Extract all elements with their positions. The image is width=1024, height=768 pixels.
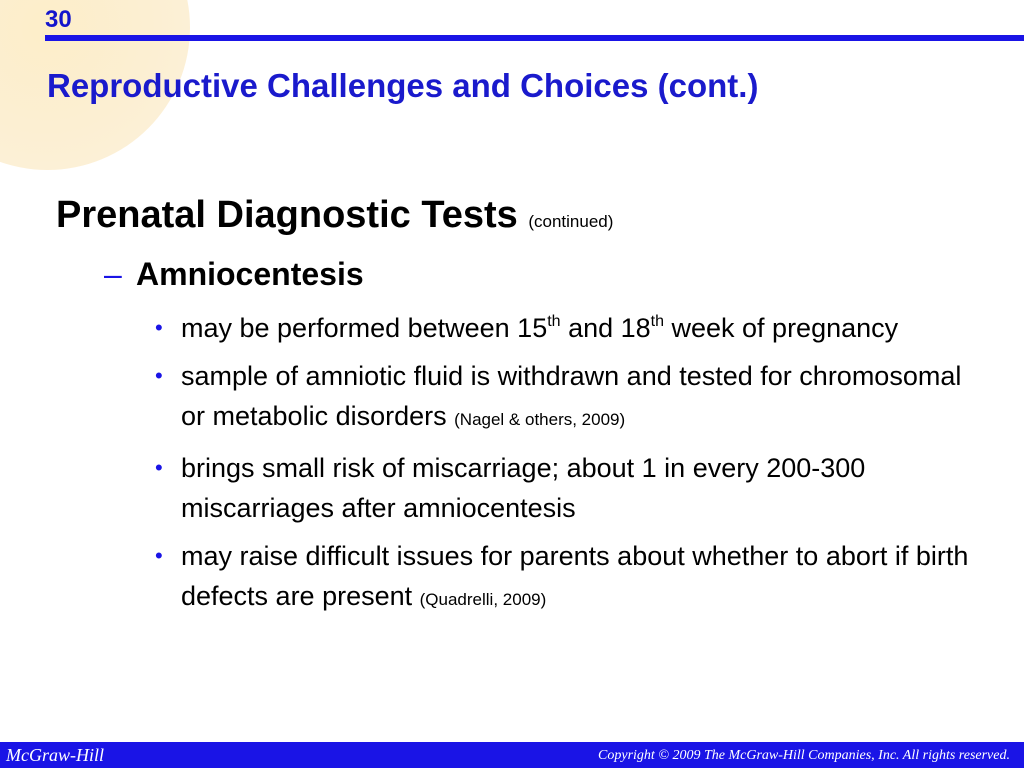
list-item — [155, 536, 985, 620]
bullet-icon: • — [155, 455, 163, 480]
bullet-text: week of pregnancy — [664, 313, 899, 343]
dash-marker: – — [104, 256, 122, 292]
bullet-text: may be performed between 15 — [181, 313, 548, 343]
bullet-list — [155, 308, 985, 628]
bullet-icon: • — [155, 315, 163, 340]
subheading-text: Amniocentesis — [136, 256, 364, 292]
bullet-text: may raise difficult issues for parents about whether to abort if birth defects are present — [181, 541, 969, 611]
subheading — [104, 254, 364, 294]
bullet-text: and 18 — [560, 313, 651, 343]
superscript: th — [650, 313, 664, 330]
slide-number: 30 — [45, 6, 72, 33]
bullet-icon: • — [155, 543, 163, 568]
publisher-name: McGraw-Hill — [6, 745, 104, 765]
slide-title: Reproductive Challenges and Choices (cont.) — [47, 67, 759, 104]
citation: (Quadrelli, 2009) — [419, 590, 547, 609]
section-heading-text: Prenatal Diagnostic Tests — [56, 194, 518, 236]
list-item — [155, 308, 985, 348]
copyright-notice: Copyright © 2009 The McGraw-Hill Companies, Inc. All rights reserved. — [598, 748, 1010, 763]
header-rule — [45, 35, 1024, 41]
section-heading-note: (continued) — [528, 212, 614, 231]
footer-bar — [0, 742, 1024, 768]
list-item — [155, 448, 985, 528]
list-item — [155, 356, 985, 440]
superscript: th — [547, 313, 561, 330]
citation: (Nagel & others, 2009) — [454, 410, 626, 429]
bullet-text: brings small risk of miscarriage; about 1 in every 200-300 miscarriages after amniocentesis — [181, 453, 866, 523]
bullet-icon: • — [155, 363, 163, 388]
bullet-text: sample of amniotic fluid is withdrawn and tested for chromosomal or metabolic disorders — [181, 361, 962, 431]
section-heading — [56, 192, 613, 245]
